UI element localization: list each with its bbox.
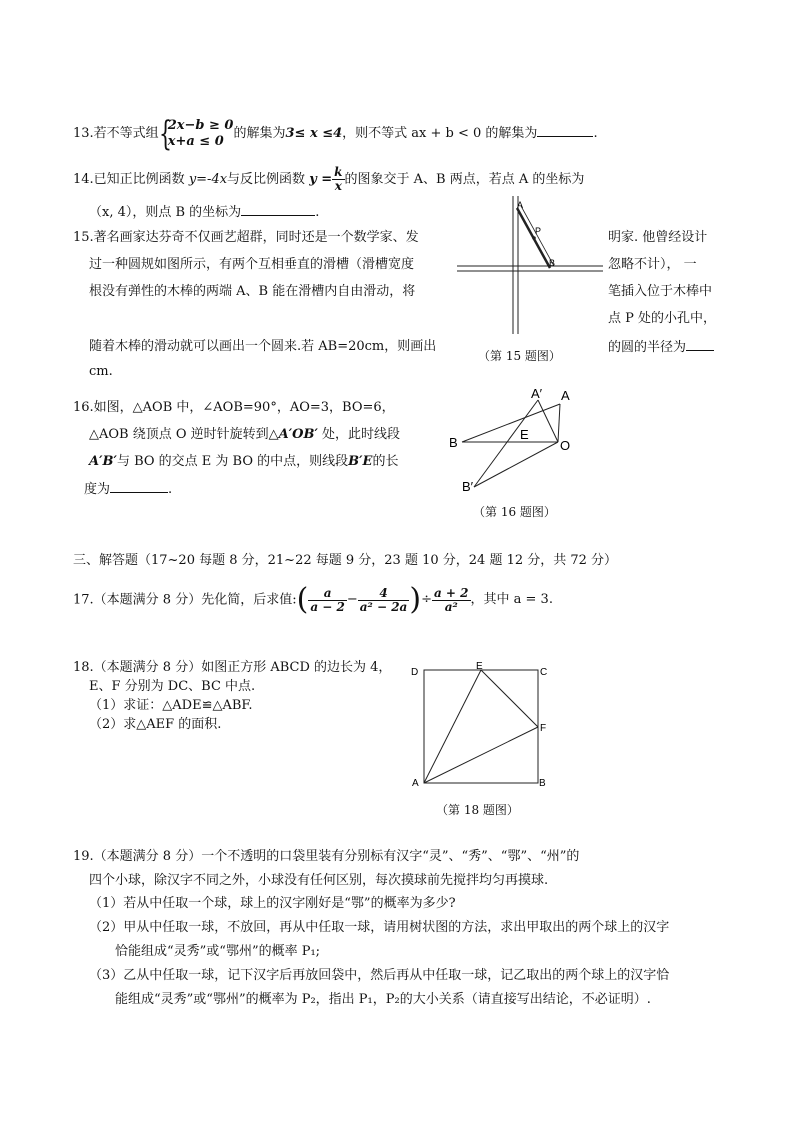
- q16-label-b: B: [449, 435, 458, 450]
- q17-paren-close: ): [409, 582, 422, 617]
- question-14-line2: [89, 203, 319, 222]
- q16-line3d: 的长: [372, 454, 399, 469]
- q15-right1: 明家. 他曾经设计: [608, 230, 708, 245]
- q15-caption: （第 15 题图）: [478, 349, 561, 363]
- q18-label-a: A: [412, 778, 419, 789]
- q18-label-d: D: [411, 667, 419, 678]
- q16-label-b1: B′: [462, 479, 474, 494]
- q15-line3: 根没有弹性的木棒的两端 A、B 能在滑槽内自由滑动，将: [89, 284, 416, 299]
- q18-label-b: B: [539, 778, 546, 789]
- q16-figure: [446, 385, 586, 495]
- q18-figure: [408, 660, 558, 800]
- q16-line3-wrap: [89, 453, 398, 471]
- q16-caption: （第 16 题图）: [473, 505, 556, 519]
- q16-line2a: △AOB 绕顶点 O 逆时针旋转到△: [89, 427, 279, 442]
- q15-label-a: A: [517, 200, 524, 210]
- q14-answer-blank[interactable]: [241, 203, 315, 216]
- q18-caption: （第 18 题图）: [436, 803, 519, 817]
- q17-prefix: 17.（本题满分 8 分）先化简，后求值:: [73, 592, 297, 608]
- q17-f1-num: a: [308, 587, 347, 601]
- q16-line2-wrap: [89, 426, 400, 444]
- q14-line2: （x, 4），则点 B 的坐标为: [89, 205, 242, 220]
- q14-func-lhs: y =: [309, 172, 333, 187]
- q15-right5-wrap: [608, 338, 714, 357]
- q19-line4: （2）甲从中任取一球，不放回，再从中任取一球，请用树状图的方法，求出甲取出的两个球上的汉字: [89, 920, 670, 935]
- q18-line4: （2）求△AEF 的面积.: [89, 717, 222, 732]
- q13-answer-blank[interactable]: [537, 124, 593, 137]
- q17-f2-num: 4: [358, 587, 410, 601]
- q13-eq2: x+a ≤ 0: [167, 133, 224, 149]
- q14-linear-func: y=-4x: [188, 172, 228, 187]
- q17-minus: −: [346, 592, 358, 607]
- q19-line1: 19.（本题满分 8 分）一个不透明的口袋里装有分别标有汉字“灵”、“秀”、“鄂”、“州”的: [73, 849, 580, 864]
- q19-line2: 四个小球，除汉字不同之外，小球没有任何区别，每次摸球前先搅拌均匀再摸球.: [89, 873, 549, 888]
- q15-point-p: [532, 236, 536, 240]
- question-14: [73, 165, 585, 194]
- q17-f2-den: a² − 2a: [359, 599, 408, 614]
- q16-segment-a1b1: [474, 400, 538, 487]
- q16-label-a: A: [561, 388, 570, 403]
- q15-label-p: P: [535, 226, 542, 236]
- q16-line3c: B′E: [348, 454, 373, 469]
- q18-segment-af: [424, 727, 538, 783]
- q15-answer-blank[interactable]: [686, 338, 714, 351]
- q13-eq1: 2x−b ≥ 0: [167, 117, 234, 133]
- q16-line2b: A′OB′: [278, 427, 318, 442]
- q13-mid: 的解集为: [233, 126, 286, 141]
- q16-segment-ao: [558, 404, 560, 442]
- q14-line1-c: 与反比例函数: [227, 172, 310, 187]
- q17-f1-den: a − 2: [310, 599, 345, 614]
- q16-segment-b1o: [474, 442, 558, 487]
- q16-line2c: 处，此时线段: [317, 427, 401, 442]
- q17-suffix: ，其中 a = 3.: [470, 592, 553, 607]
- q15-right2: 忽略不计）， 一: [608, 257, 697, 272]
- q17-div: ÷: [421, 592, 432, 607]
- q16-line4-wrap: [84, 480, 172, 499]
- q16-end: .: [168, 482, 173, 497]
- q15-right5: 的圆的半径为: [608, 340, 687, 355]
- q13-prefix: 13.若不等式组: [73, 126, 159, 141]
- q13-end: .: [593, 126, 598, 141]
- q17-frac-3: [432, 587, 471, 614]
- q15-line5: cm.: [89, 364, 113, 379]
- q18-label-e: E: [476, 661, 483, 672]
- q16-line3a: A′B′: [89, 454, 117, 469]
- q14-line1-d: 的图象交于 A、B 两点，若点 A 的坐标为: [344, 172, 585, 187]
- q18-line2: E、F 分别为 DC、BC 中点.: [89, 679, 256, 694]
- q16-line4: 度为: [84, 482, 111, 497]
- q18-segment-ae: [424, 670, 481, 783]
- q15-line4: 随着木棒的滑动就可以画出一个圆来.若 AB=20cm，则画出: [89, 339, 437, 354]
- q15-right4: 点 P 处的小孔中，: [608, 311, 717, 326]
- q15-figure: [455, 196, 605, 336]
- q14-line1-a: 14.已知正比例函数: [73, 172, 189, 187]
- q16-label-o: O: [560, 438, 571, 453]
- q15-line1: 15.著名画家达芬奇不仅画艺超群，同时还是一个数学家、发: [73, 230, 419, 245]
- q18-label-f: F: [540, 723, 547, 734]
- q14-func-num: k: [334, 165, 343, 179]
- q19-line6: （3）乙从中任取一球，记下汉字后再放回袋中，然后再从中任取一球，记乙取出的两个球上的汉字恰: [89, 968, 670, 983]
- q16-label-e: E: [520, 427, 529, 442]
- q16-line1: 16.如图，△AOB 中，∠AOB=90°，AO=3，BO=6，: [73, 400, 395, 415]
- q14-func-frac: [332, 166, 344, 193]
- q18-segment-ef: [481, 670, 538, 727]
- q16-answer-blank[interactable]: [110, 480, 168, 493]
- q18-line3: （1）求证：△ADE≌△ABF.: [89, 698, 253, 713]
- q13-suffix: ，则不等式 ax + b < 0 的解集为: [342, 126, 538, 141]
- q16-line3b: 与 BO 的交点 E 为 BO 的中点，则线段: [116, 454, 349, 469]
- q16-lines: [462, 400, 560, 487]
- q19-line3: （1）若从中任取一个球，球上的汉字刚好是“鄂”的概率为多少?: [89, 896, 456, 911]
- q15-line2: 过一种圆规如图所示，有两个互相垂直的滑槽（滑槽宽度: [89, 257, 415, 272]
- question-17: [73, 583, 553, 618]
- q19-line7: 能组成“灵秀”或“鄂州”的概率为 P₂，指出 P₁，P₂的大小关系（请直接写出结论，不必证明）.: [115, 992, 651, 1007]
- q17-f3-num: a + 2: [433, 585, 469, 600]
- q17-f3-den: a²: [444, 599, 458, 614]
- q15-label-b: B: [549, 258, 556, 268]
- q18-square: [424, 670, 538, 783]
- q18-label-c: C: [540, 667, 548, 678]
- q17-frac-1: [308, 587, 347, 614]
- q17-frac-2: [358, 587, 410, 614]
- section-3-heading: 三、解答题（17~20 每题 8 分，21~22 每题 9 分，23 题 10 分，24 题 12 分，共 72 分）: [73, 553, 618, 568]
- q19-line5: 恰能组成“灵秀”或“鄂州”的概率 P₁;: [115, 944, 321, 959]
- q17-paren-open: (: [296, 582, 309, 617]
- q15-slots: [457, 196, 603, 334]
- q14-func-den: x: [334, 179, 342, 193]
- q18-line1: 18.（本题满分 8 分）如图正方形 ABCD 的边长为 4，: [73, 660, 392, 675]
- q13-range: 3≤ x ≤4: [285, 126, 343, 141]
- q16-label-a1: A′: [531, 386, 543, 401]
- question-13: [73, 114, 598, 154]
- q14-end: .: [315, 205, 320, 220]
- q15-rod-edge: [521, 206, 554, 266]
- q15-right3: 笔插入位于木棒中: [608, 284, 713, 299]
- q13-inequality-system: { 2x−b ≥ 0 x+a ≤ 0: [158, 113, 234, 154]
- q18-lines: [424, 670, 538, 783]
